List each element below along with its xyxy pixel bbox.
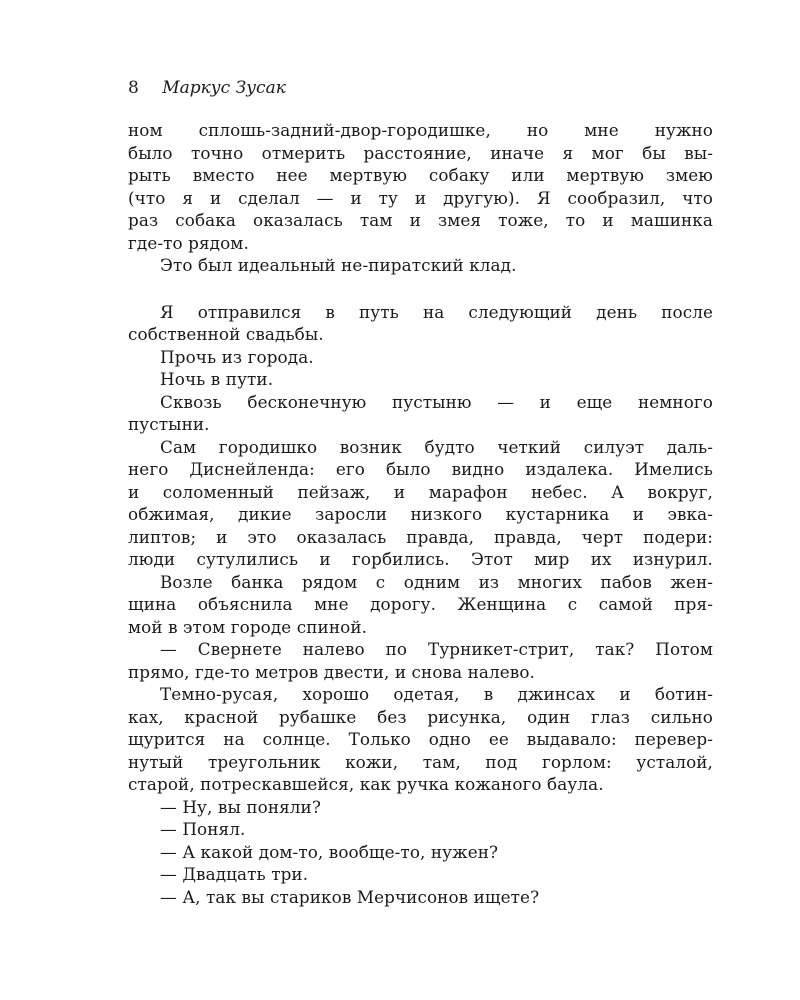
text-line: Возле банка рядом с одним из многих пабов жен- <box>160 571 713 592</box>
running-head <box>128 76 286 100</box>
text-line: Темно-русая, хорошо одетая, в джинсах и ботин- <box>160 684 713 704</box>
text-line: щурится на солнце. Только одно ее выдавало: перевер- <box>128 729 713 749</box>
text-line: ном сплошь-задний-двор-городишке, но мне нужно <box>128 120 713 140</box>
body-text <box>128 119 713 908</box>
text-line: старой, потрескавшейся, как ручка кожаного баула. <box>128 774 604 794</box>
text-line: Сквозь бесконечную пустыню — и еще немного <box>160 391 713 412</box>
text-line: него Диснейленда: его было видно издалека. Имелись <box>128 459 713 479</box>
text-line: Сам городишко возник будто четкий силуэт даль- <box>160 436 713 457</box>
text-line: — А какой дом-то, вообще-то, нужен? <box>160 841 499 862</box>
text-line: пустыни. <box>128 414 210 434</box>
text-line: раз собака оказалась там и змея тоже, то и машинка <box>128 210 713 230</box>
text-line: — Свернете налево по Турникет-стрит, так? Потом <box>160 639 713 659</box>
text-line: Это был идеальный не-пиратский клад. <box>160 255 517 275</box>
text-line: и соломенный пейзаж, и марафон небес. А вокруг, <box>128 481 713 502</box>
text-line: (что я и сделал — и ту и другую). Я сообразил, что <box>128 187 713 208</box>
text-line: щина объяснила мне дорогу. Женщина с самой пря- <box>128 594 713 614</box>
text-line: обжимая, дикие заросли низкого кустарника и эвка- <box>128 504 713 524</box>
text-line: рыть вместо нее мертвую собаку или мертвую змею <box>128 165 713 185</box>
text-line: Я отправился в путь на следующий день после <box>160 301 713 322</box>
page-number: 8 <box>128 78 139 98</box>
text-line: собственной свадьбы. <box>128 324 324 344</box>
text-line: Прочь из города. <box>160 346 314 367</box>
running-head-author: Маркус Зусак <box>162 78 286 98</box>
text-line: было точно отмерить расстояние, иначе я мог бы вы- <box>128 142 713 163</box>
text-line: мой в этом городе спиной. <box>128 616 368 637</box>
text-line: — Понял. <box>160 819 246 839</box>
text-line: липтов; и это оказалась правда, правда, черт подери: <box>128 526 713 547</box>
text-line: прямо, где-то метров двести, и снова налево. <box>128 661 535 682</box>
text-line: — Двадцать три. <box>160 864 309 884</box>
section-break <box>128 277 713 301</box>
text-line: — А, так вы стариков Мерчисонов ищете? <box>160 886 540 907</box>
text-line: Ночь в пути. <box>160 369 274 389</box>
text-line: ках, красной рубашке без рисунка, один глаз сильно <box>128 706 713 727</box>
text-line: где-то рядом. <box>128 232 249 253</box>
text-line: нутый треугольник кожи, там, под горлом: усталой, <box>128 751 713 772</box>
text-line: люди сутулились и горбились. Этот мир их изнурил. <box>128 549 713 569</box>
text-line: — Ну, вы поняли? <box>160 796 321 817</box>
